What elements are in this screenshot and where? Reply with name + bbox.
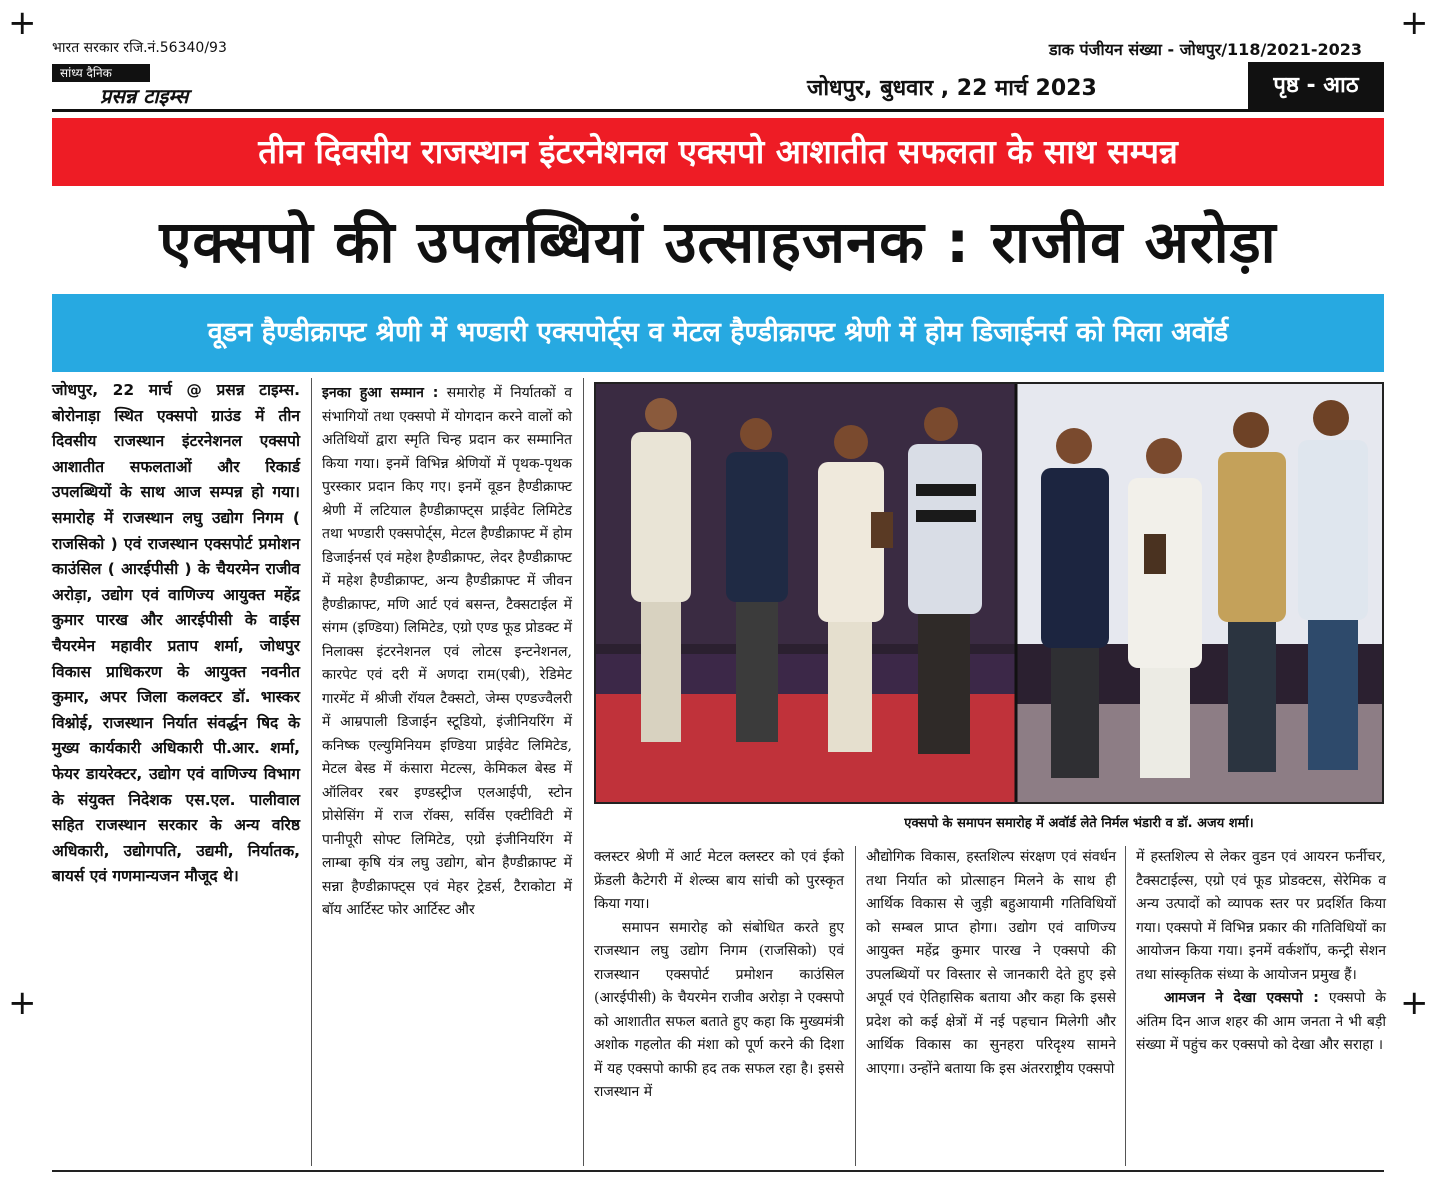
column-divider: [311, 378, 312, 1166]
kicker-banner: तीन दिवसीय राजस्थान इंटरनेशनल एक्सपो आशातीत सफलता के साथ सम्पन्न: [52, 118, 1384, 186]
article-column-5: [1136, 846, 1386, 1058]
page-number-tag: पृष्ठ - आठ: [1248, 62, 1384, 110]
article-paragraph: में हस्तशिल्प से लेकर वुडन एवं आयरन फर्नीचर, टैक्सटाईल्स, एग्रो एवं फूड प्रोडक्टस, सेरेमिक व अन्य उत्पादों को व्यापक स्तर पर प्रदर्शित किया गया। एक्सपो में विभिन्न प्रकार की गतिविधियों का आयोजन किया गया। इनमें वर्कशॉप, कन्ट्री सेशन तथा सांस्कृतिक संध्या के आयोजन प्रमुख हैं।: [1136, 849, 1386, 983]
dateline: जोधपुर, बुधवार , 22 मार्च 2023: [807, 76, 1097, 101]
person-figure: [1298, 400, 1368, 770]
article-column-4: औद्योगिक विकास, हस्तशिल्प संरक्षण एवं संवर्धन तथा निर्यात को प्रोत्साहन मिलने के साथ ही आर्थिक विकास से जुड़ी बहुआयामी गतिविधियों को सम्बल प्राप्त होगा। उद्योग एवं वाणिज्य आयुक्त महेंद्र कुमार पारख ने एक्सपो की उपलब्धियों पर विस्तार से जानकारी देते हुए इसे अपूर्व एवं ऐतिहासिक बताया और कहा कि इससे प्रदेश को कई क्षेत्रों में नई पहचान मिलेगी और आर्थिक विकास का सुनहरा परिदृश्य सामने आएगा। उन्होंने बताया कि इस अंतरराष्ट्रीय एक्सपो: [866, 849, 1116, 1077]
article-paragraph: समापन समारोह को संबोधित करते हुए राजस्थान लघु उद्योग निगम (राजसिको) एवं राजस्थान एक्सपोर्ट प्रमोशन काउंसिल (आरईपीसी) के चैयरमेन राजीव अरोड़ा ने एक्सपो को आशातीत सफल बताते हुए कहा कि मुख्यमंत्री अशोक गहलोत की मंशा को पूर्ण करने की दिशा में यह एक्सपो काफी हद तक सफल रहा है। इससे राजस्थान में: [594, 919, 844, 1100]
main-headline: एक्सपो की उपलब्धियां उत्साहजनक : राजीव अरोड़ा: [159, 208, 1277, 276]
photo-caption: एक्सपो के समापन समारोह में अवॉर्ड लेते निर्मल भंडारी व डॉ. अजय शर्मा।: [904, 816, 1254, 831]
section-lead-public: आमजन ने देखा एक्सपो :: [1164, 990, 1319, 1006]
section-lead-awards: इनका हुआ सम्मान :: [322, 385, 439, 401]
public-visit-text: एक्सपो के अंतिम दिन आज शहर की आम जनता ने भी बड़ी संख्या में पहुंच कर एक्सपो को देखा और सराहा ।: [1136, 990, 1386, 1053]
registration-number: भारत सरकार रजि.नं.56340/93: [52, 40, 227, 56]
award-plaque: [1144, 534, 1166, 574]
awards-text: समारोह में निर्यातकों व संभागियों तथा एक्सपो में योगदान करने वालों को अतिथियों द्वारा स्मृति चिन्ह प्रदान कर सम्मानित किया गया। इनमें विभिन्न श्रेणियों में पृथक-पृथक पुरस्कार प्रदान किए गए। इनमें वूडन हैण्डीक्राफ्ट श्रेणी में लटियाल हैण्डीक्राफ्ट्स प्राईवेट लिमिटेड तथा भण्डारी एक्सपोर्ट्स, मेटल हैण्डीक्राफ्ट में होम डिजाईनर्स एवं महेश हैण्डीक्राफ्ट, लेदर हैण्डीक्राफ्ट में महेश हैण्डीक्राफ्ट, अन्य हैण्डीक्राफ्ट में जीवन हैण्डीक्राफ्ट, मणि आर्ट एवं बसन्त, टैक्सटाईल में संगम (इण्डिया) लिमिटेड, एग्रो एण्ड फूड प्रोडक्ट में निलाक्स इंटरनेशनल एवं लोटस इन्टनेशनल, कारपेट एवं दरी में अणदा राम(एबी), रेडिमेट गारमेंट में श्रीजी रॉयल टैक्सटो, जेम्स एण्डज्वैलरी में आम्रपाली डिजाईन स्टूडियो, इंजीनियरिंग में कनिष्क एल्युमिनियम इण्डिया प्राईवेट लिमिटेड, मेटल बेस्ड में कंसारा मेटल्स, केमिकल बेस्ड में ऑलिवर रबर इण्डस्ट्रीज एलआईपी, स्टोन प्रोसेसिंग में राज रॉक्स, सर्विस एक्टीविटी में पानीपूरी सोफ्ट लिमिटेड, एग्रो इंजीनियरिंग में लाम्बा कृषि यंत्र लघु उद्योग, बोन हैण्डीक्राफ्ट में सन्ना हैण्डीक्राफ्ट्स एवं मेहर ट्रेडर्स, टैराकोटा में बॉय आर्टिस्ट फोर आर्टिस्ट और: [322, 385, 572, 918]
column-divider: [583, 378, 584, 1166]
crop-mark-top-left: +: [8, 3, 37, 43]
logo-tagline: सांध्य दैनिक: [52, 64, 150, 82]
crop-mark-top-right: +: [1400, 3, 1429, 43]
article-paragraph: क्लस्टर श्रेणी में आर्ट मेटल क्लस्टर को एवं ईको फ्रेंडली कैटेगरी में शेल्व्स बाय सांची को पुरस्कृत किया गया।: [594, 849, 844, 912]
newspaper-logo: [52, 64, 247, 108]
logo-title: प्रसन्न टाइम्स: [100, 84, 189, 108]
subheadline-banner: वूडन हैण्डीक्राफ्ट श्रेणी में भण्डारी एक्सपोर्ट्स व मेटल हैण्डीक्राफ्ट श्रेणी में होम डिजाईनर्स को मिला अवॉर्ड: [52, 294, 1384, 372]
column-divider: [855, 846, 856, 1166]
award-ceremony-photo: [594, 382, 1384, 804]
bottom-rule: [52, 1170, 1384, 1172]
crop-mark-mid-right: +: [1400, 983, 1429, 1023]
masthead: [52, 62, 1384, 112]
article-column-1: जोधपुर, 22 मार्च @ प्रसन्न टाइम्स. बोरोनाड़ा स्थित एक्सपो ग्राउंड में तीन दिवसीय राजस्थान इंटरनेशनल एक्सपो आशातीत सफलताओं और रिकार्ड उपलब्धियों के साथ आज सम्पन्न हो गया। समारोह में राजस्थान लघु उद्योग निगम ( राजसिको ) एवं राजस्थान एक्सपोर्ट प्रमोशन काउंसिल ( आरईपीसी ) के चैयरमेन राजीव अरोड़ा, उद्योग एवं वाणिज्य आयुक्त महेंद्र कुमार पारख और आरईपीसी के वाईस चैयरमेन महावीर प्रताप शर्मा, जोधपुर विकास प्राधिकरण के आयुक्त नवनीत कुमार, अपर जिला कलक्टर डॉ. भास्कर विश्नोई, राजस्थान निर्यात संवर्द्धन षिद के मुख्य कार्यकारी अधिकारी पी.आर. शर्मा, फेयर डायरेक्टर, उद्योग एवं वाणिज्य विभाग के संयुक्त निदेशक एस.एल. पालीवाल सहित राजस्थान सरकार के अन्य वरिष्ठ अधिकारी, उद्योगपति, उद्यमी, निर्यातक, बायर्स एवं गणमान्यजन मौजूद थे।: [52, 381, 300, 886]
award-plaque: [871, 512, 893, 548]
postal-registration: डाक पंजीयन संख्या - जोधपुर/118/2021-2023: [1048, 40, 1362, 59]
crop-mark-mid-left: +: [8, 983, 37, 1023]
column-divider: [1125, 846, 1126, 1166]
person-figure: [1218, 412, 1286, 772]
article-column-2: [322, 382, 572, 923]
article-paragraph: [1136, 987, 1386, 1058]
photo-illustration: [596, 384, 1382, 802]
article-column-3: [594, 846, 844, 1105]
person-figure: [1041, 428, 1109, 778]
